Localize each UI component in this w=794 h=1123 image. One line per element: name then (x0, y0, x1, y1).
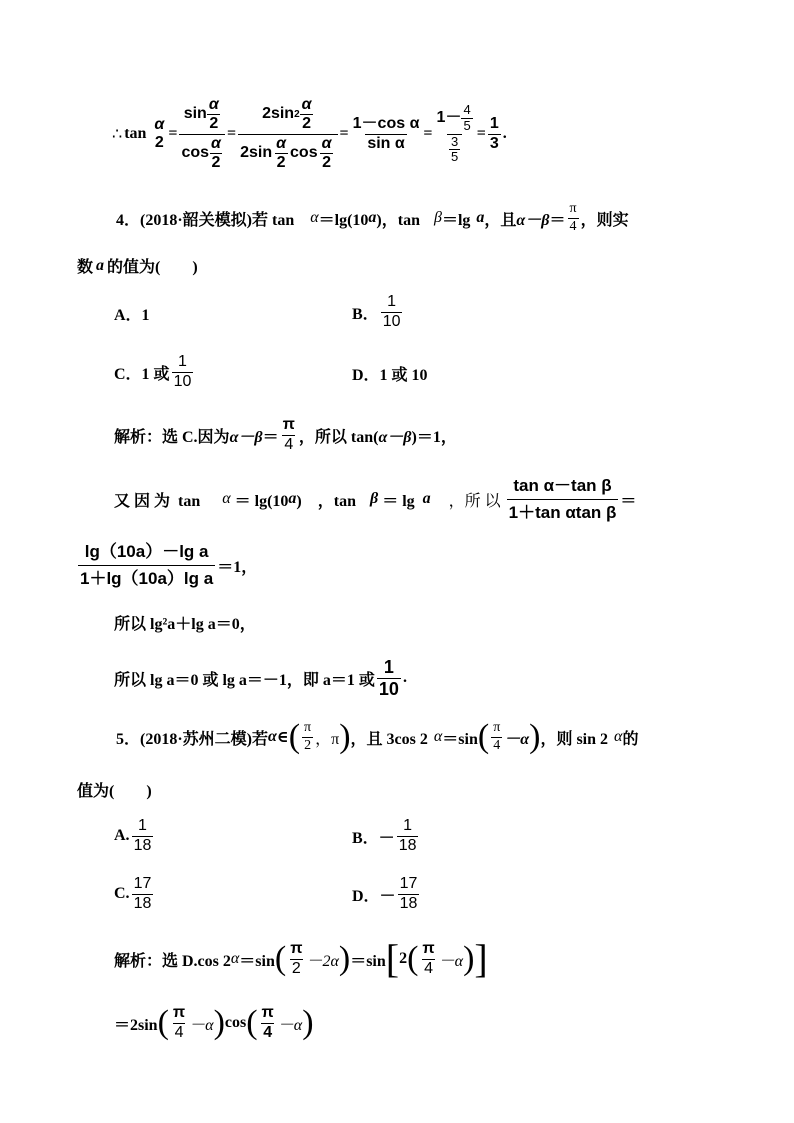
fraction-denominator (238, 134, 337, 173)
sin-over-cos-fraction (179, 96, 225, 173)
alpha-minus-beta: α－β (378, 428, 412, 446)
alpha-minus-beta: α－β (516, 211, 550, 229)
fraction-numerator: α (276, 134, 287, 152)
fraction-denominator: 2 (291, 959, 301, 977)
option-d-text: D．1 或 10 (352, 367, 428, 384)
three-fifths-fraction (449, 135, 460, 166)
fraction-numerator: π (261, 1004, 274, 1022)
pi-over-four (420, 940, 436, 978)
q4-option-c[interactable] (114, 348, 195, 396)
equals-sign: = (339, 125, 349, 142)
q4-stem-text: 的值为( ) (107, 259, 198, 276)
q5-stem-text: 值为( ) (77, 783, 152, 800)
cos-sin-fraction (351, 115, 422, 153)
cos-fn: cos (181, 144, 210, 162)
fraction-numerator: π (304, 720, 312, 736)
fraction-numerator (260, 96, 316, 134)
option-c-fraction (172, 353, 194, 391)
alpha-symbol: α (433, 728, 443, 745)
q4-solution-line-4 (114, 611, 256, 634)
solution-text: 2 (399, 950, 408, 967)
fraction-numerator: π (493, 720, 501, 736)
fraction-denominator: 4 (493, 737, 501, 753)
fraction-denominator: 1＋lg（10a）lg a (78, 565, 215, 589)
fraction-denominator: 18 (133, 836, 152, 854)
one-tenth-fraction (377, 657, 401, 699)
cos-fn: cos (290, 144, 318, 162)
solution-text: 又 因 为 tan (114, 492, 201, 510)
period: . (502, 125, 507, 142)
fraction-denominator: 2 (322, 153, 332, 171)
q5-stem-line-1: 5．(2018·苏州二模)若 α ∈ ( $\frac{\pi}{2}$ ，π ) ，且 3cos 2 α ＝sin ( $\frac{\pi}{4}$ －α ) ，则 sin 2 α 的 (116, 718, 639, 755)
two-sin: 2sin (240, 144, 273, 162)
fraction-denominator: 2 (304, 737, 312, 753)
q5-stem-text: ＝sin (442, 730, 478, 748)
solution-text: 所以 lg²a＋lg a＝0， (114, 616, 256, 633)
tan-difference-fraction (507, 476, 619, 522)
pi-over-two (302, 720, 313, 753)
formula-line-1 (112, 82, 507, 186)
equals-sign: = (423, 125, 433, 142)
fraction-numerator: 4 (463, 101, 471, 117)
fraction-numerator: tan α－tan β (513, 475, 612, 495)
option-a-fraction (132, 817, 154, 855)
pi-over-four (491, 720, 502, 753)
lg-fraction (78, 542, 215, 588)
fraction-denominator: 10 (378, 678, 399, 699)
q4-solution-line-5 (114, 652, 407, 704)
alpha-symbol: α (268, 728, 277, 745)
two-sin: 2sin (262, 105, 295, 123)
fraction-numerator: 1 (138, 817, 147, 835)
solution-text: cos (224, 1014, 247, 1031)
option-c-label: C. (114, 885, 130, 902)
fraction-numerator: α (154, 115, 165, 133)
fraction-denominator: 10 (173, 372, 192, 390)
fraction-numerator: α (211, 134, 221, 152)
option-b-label: B． (352, 305, 379, 323)
option-d-label: D．－ (352, 887, 396, 905)
option-b-fraction (381, 293, 403, 331)
pi-over-four (171, 1004, 187, 1042)
q4-option-d[interactable] (352, 362, 428, 385)
var-a: a (96, 256, 105, 274)
double-angle-fraction (238, 96, 337, 173)
option-d-fraction (398, 875, 420, 913)
alpha-half-fraction (300, 96, 314, 134)
fraction-denominator: 4 (263, 1023, 273, 1041)
fraction-numerator: π (422, 940, 435, 958)
var-a: a (368, 209, 377, 226)
fraction-denominator: 5 (463, 117, 471, 133)
fraction-denominator (447, 134, 462, 166)
pi-over-four (260, 1004, 276, 1042)
q4-stem-text: ＝ (549, 211, 566, 229)
solution-text: ＝ lg(10 (234, 492, 289, 510)
option-b-fraction (397, 817, 419, 855)
tan-label: tan (124, 125, 147, 142)
numeric-fraction (435, 103, 475, 166)
alpha-half-fraction (209, 135, 223, 173)
equals-sign: = (226, 125, 237, 142)
half-alpha-fraction (152, 116, 166, 153)
fraction-denominator: 18 (398, 836, 417, 854)
q4-stem-text: )，tan (376, 211, 420, 229)
solution-text: ，所 以 (448, 492, 501, 510)
solution-text: 解析：选 C.因为 (114, 428, 230, 446)
solution-text: ，所以 tan( (298, 428, 379, 446)
q5-option-b[interactable] (352, 812, 420, 860)
fraction-denominator: 10 (382, 312, 401, 330)
alpha-half-fraction (207, 96, 221, 134)
solution-text: 解析：选 D.cos 2 (114, 952, 231, 970)
var-a: a (476, 209, 485, 226)
q5-stem-text: 的 (622, 730, 639, 748)
solution-text: ＝2sin (114, 1016, 158, 1034)
fraction-denominator: 2 (211, 153, 221, 171)
fraction-denominator: 3 (489, 134, 499, 152)
minus-alpha: －α (438, 952, 464, 970)
fraction-numerator: α (301, 95, 312, 113)
sin-fn: sin (183, 105, 207, 123)
fraction-denominator (179, 134, 225, 173)
option-b-label: B．－ (352, 829, 395, 847)
q5-stem-text: ∈ (276, 729, 289, 746)
q4-stem-text: ＝lg(10 (318, 211, 369, 229)
fraction-denominator: 2 (154, 134, 164, 151)
fraction-denominator: 2 (276, 153, 286, 171)
minus-alpha: －α (189, 1016, 214, 1034)
q4-stem-line-1 (116, 196, 629, 240)
solution-text: ＝ (262, 428, 279, 446)
solution-text: ＝1， (217, 558, 258, 576)
q5-option-d[interactable] (352, 870, 421, 918)
fraction-denominator: 2 (209, 115, 219, 133)
fraction-denominator: 5 (451, 149, 459, 165)
q4-option-a[interactable] (114, 302, 150, 325)
fraction-denominator: 4 (424, 959, 433, 977)
pi-over-four (281, 416, 297, 454)
q4-solution-line-3 (76, 536, 257, 594)
q4-solution-line-1 (114, 410, 457, 460)
q4-stem-text: ，则实 (580, 211, 629, 229)
q5-option-a[interactable] (114, 812, 155, 860)
minus-alpha: －α (277, 1016, 303, 1034)
q4-stem-text: ，且 (484, 211, 517, 229)
fraction-numerator: 1 (178, 353, 187, 371)
pi-over-two (288, 940, 304, 978)
alpha-symbol: α (222, 490, 231, 507)
q5-stem-text: ，且 3cos 2 (350, 730, 428, 748)
equals-sign: = (168, 125, 178, 142)
fraction-numerator (182, 96, 223, 134)
q4-solution-line-2 (114, 470, 636, 528)
pi-over-four (568, 201, 579, 234)
alpha-symbol: α (310, 209, 319, 226)
q5-stem-text: ，π (315, 730, 340, 748)
alpha-half-fraction (274, 135, 288, 173)
period: . (402, 669, 407, 686)
equals-sign: = (476, 125, 486, 142)
alpha-half-fraction (320, 135, 334, 173)
solution-text: ) ，tan (296, 492, 356, 510)
fraction-numerator: 17 (399, 875, 418, 893)
equals-sign: ＝ (620, 492, 637, 510)
fraction-denominator: 18 (399, 894, 418, 912)
solution-text: ＝ lg (382, 492, 415, 510)
fraction-numerator: 17 (133, 875, 152, 893)
fraction-denominator: sin α (367, 134, 405, 152)
q5-solution-line-2: ＝2sin ( $\frac{\pi}{4}$ －α ) cos ( $\frac{\pi}{4}$ －α ) (114, 1004, 314, 1041)
solution-text: 所以 lg a＝0 或 lg a＝－1，即 a＝1 或 (114, 671, 375, 689)
solution-text: ＝sin (239, 952, 275, 970)
fraction-denominator: 2 (302, 115, 312, 133)
option-c-fraction (132, 875, 154, 913)
q5-stem-line-2 (77, 778, 152, 801)
fraction-numerator: π (290, 940, 303, 958)
beta-symbol: β (433, 209, 442, 226)
fraction-numerator: α (208, 95, 219, 113)
q5-stem-text: ，则 sin 2 (540, 730, 609, 748)
minus-two-alpha: －2α (306, 952, 339, 970)
alpha-symbol: α (230, 950, 240, 967)
fraction-numerator: 1 (383, 656, 394, 677)
fraction-denominator: 18 (133, 894, 152, 912)
option-c-label: C．1 或 (114, 365, 170, 383)
therefore-symbol: ∴ (112, 126, 123, 143)
fraction-numerator: π (569, 201, 577, 217)
beta-symbol: β (369, 490, 379, 507)
q4-stem-text: 数 (77, 259, 94, 276)
q4-option-b[interactable] (352, 288, 404, 336)
alpha-symbol: α (614, 728, 623, 745)
fraction-numerator: lg（10a）－lg a (84, 541, 209, 561)
fraction-numerator: 1 (403, 817, 413, 835)
one-third-fraction (488, 115, 501, 153)
option-a-label: A. (114, 827, 130, 844)
q4-stem-line-2 (77, 254, 198, 277)
fraction-denominator: 4 (569, 218, 577, 234)
one-minus: 1－ (436, 108, 462, 126)
option-a-text: A．1 (114, 307, 150, 324)
superscript: 2 (294, 108, 300, 120)
fraction-numerator: 1 (387, 293, 397, 311)
q5-option-c[interactable] (114, 870, 155, 918)
solution-text: ＝sin (350, 952, 386, 970)
fraction-denominator: 4 (284, 435, 294, 453)
fraction-numerator: π (282, 416, 295, 434)
var-a: a (422, 490, 431, 507)
fraction-numerator: 3 (451, 133, 459, 149)
var-a: a (288, 490, 297, 507)
four-fifths-fraction (461, 103, 472, 134)
alpha-minus-beta: α－β (229, 428, 263, 446)
q4-stem-text: 4．(2018·韶关模拟)若 tan (116, 211, 295, 229)
fraction-numerator: π (172, 1004, 186, 1022)
q4-stem-text: ＝lg (441, 211, 471, 229)
fraction-numerator (435, 103, 475, 134)
solution-text: )＝1， (411, 428, 457, 446)
fraction-numerator: 1 (489, 115, 499, 133)
minus-alpha: －α (504, 730, 530, 748)
q5-solution-line-1: 解析：选 D.cos 2 α ＝sin ( $\frac{\pi}{2}$ －2α ) ＝sin [ 2 ( $\frac{\pi}{4}$ －α ) ] (114, 936, 488, 981)
fraction-numerator: α (321, 134, 332, 152)
fraction-denominator: 4 (174, 1023, 184, 1041)
q5-stem-text: 5．(2018·苏州二模)若 (116, 730, 268, 748)
fraction-denominator: 1＋tan αtan β (507, 499, 619, 523)
fraction-numerator: 1－cos α (352, 115, 420, 133)
